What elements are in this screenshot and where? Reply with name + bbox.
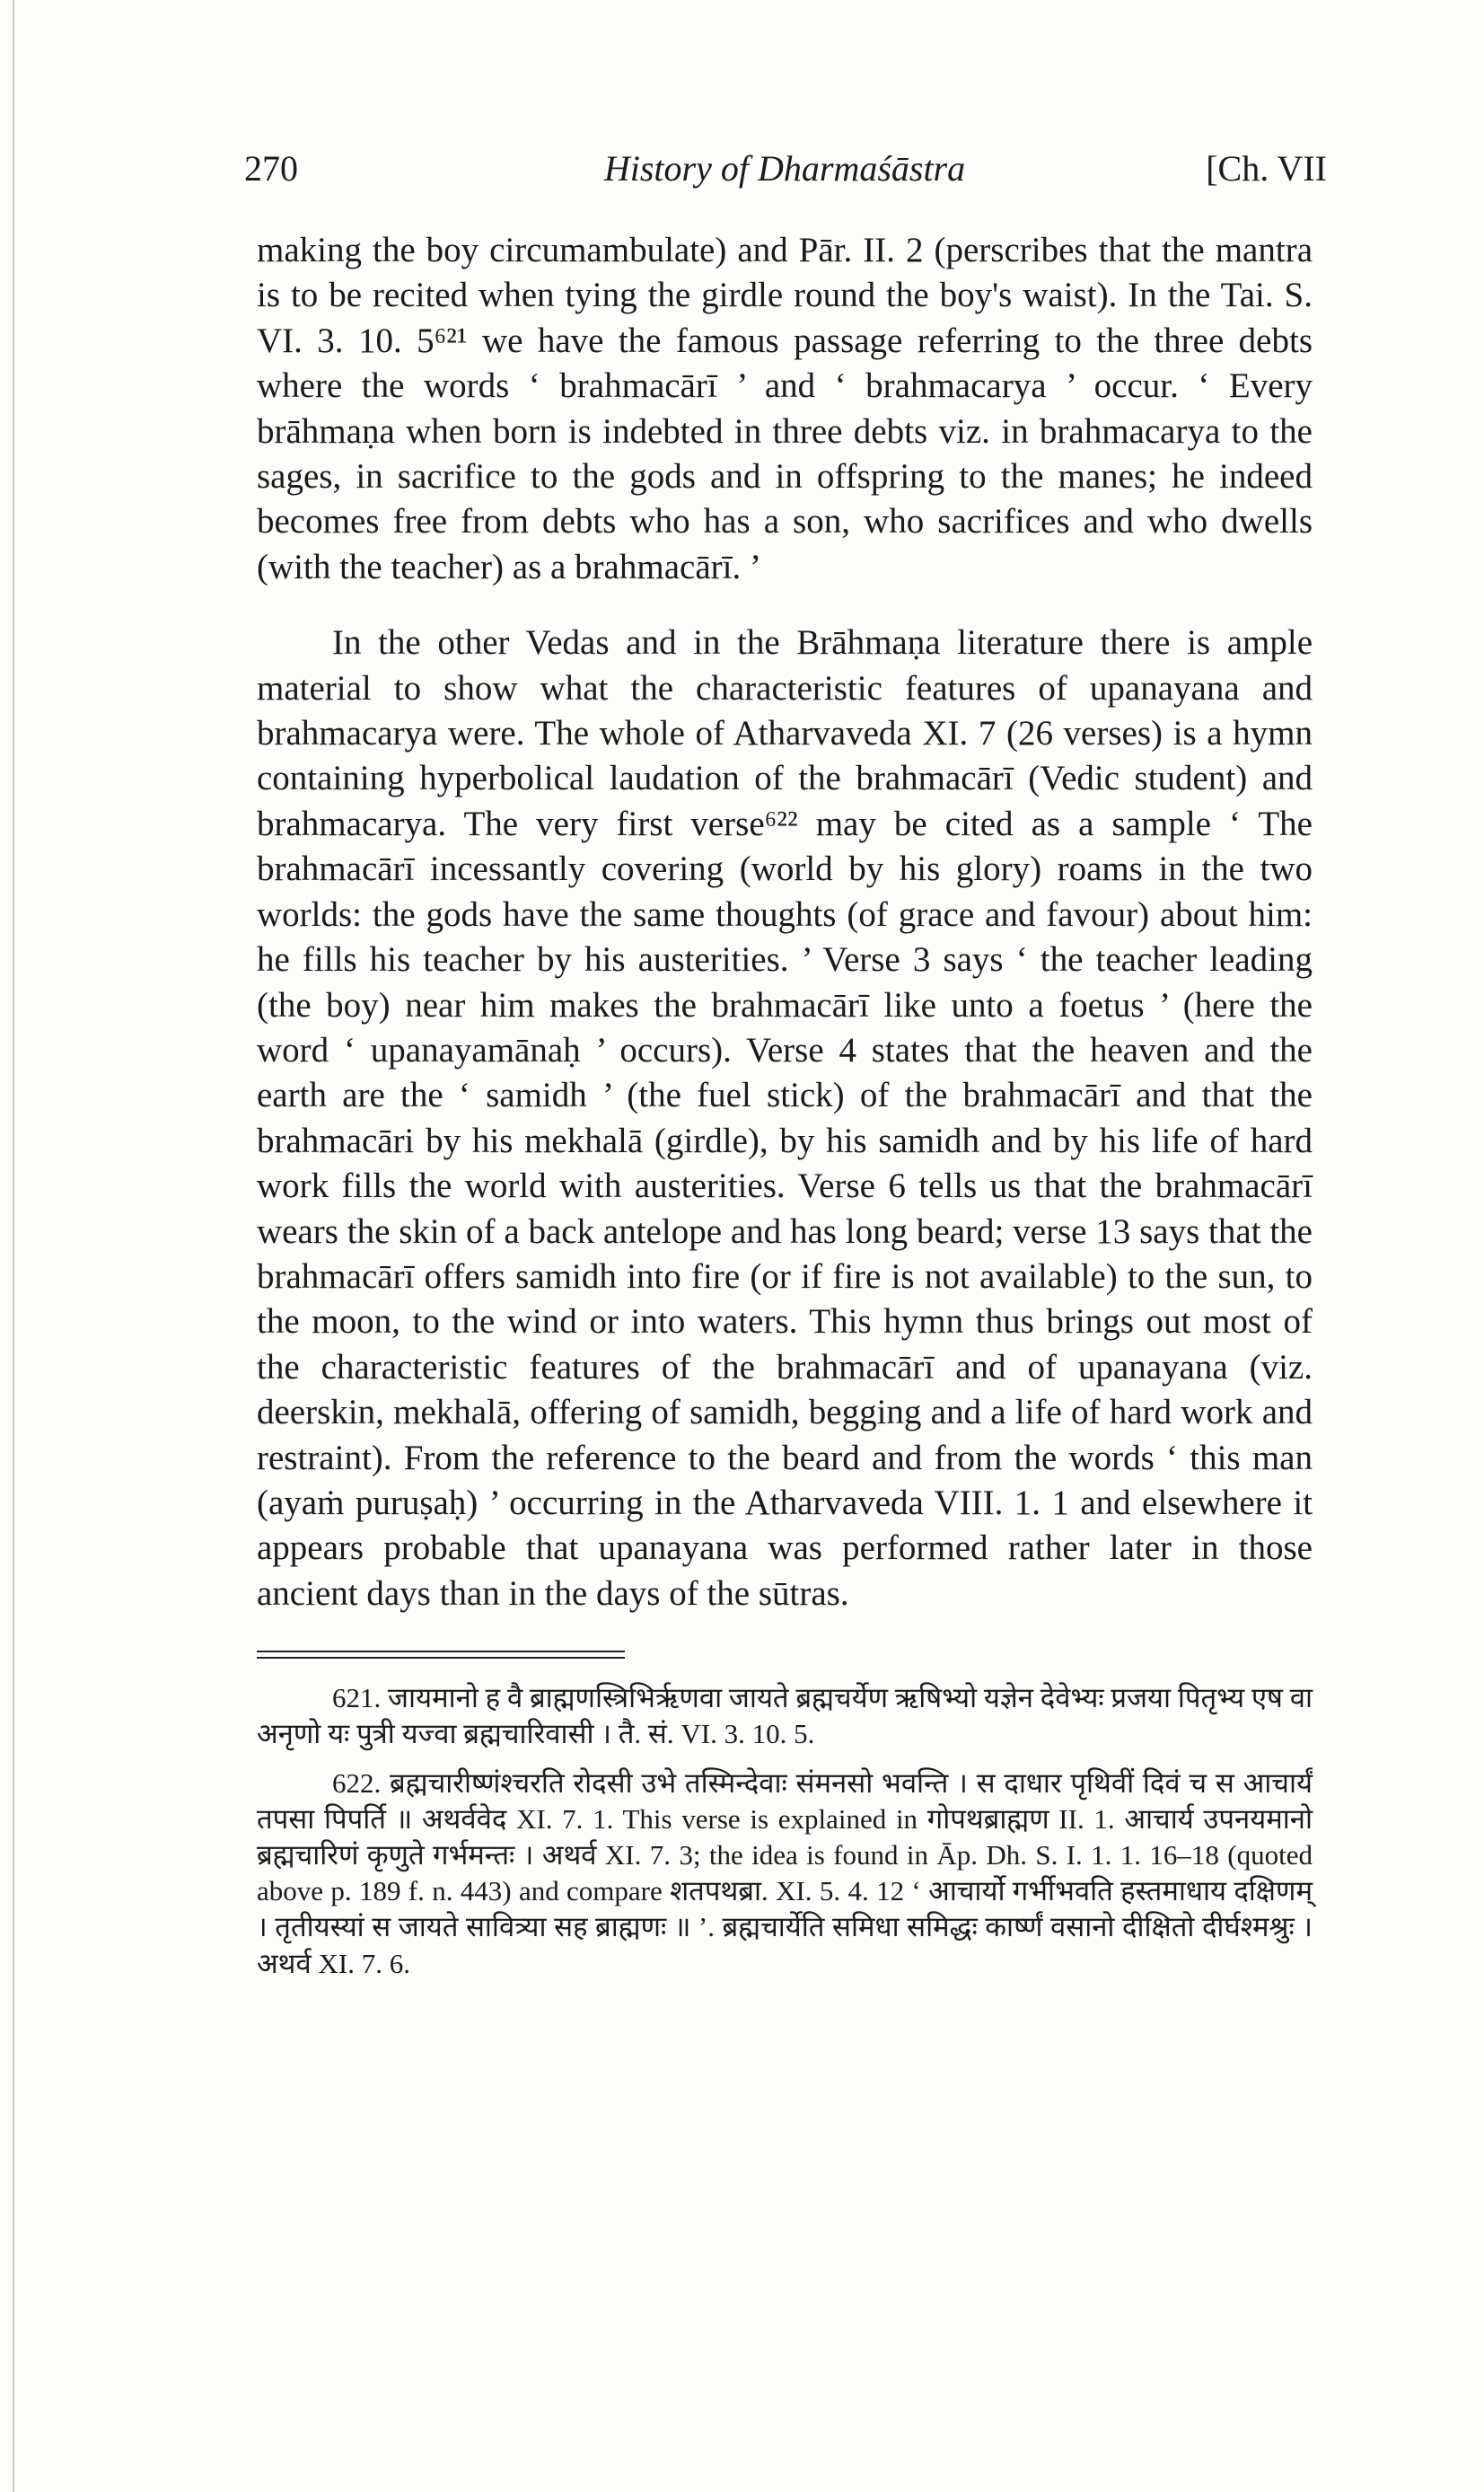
binding-edge-line — [13, 0, 14, 2492]
footnote-622: 622. ब्रह्मचारीष्णंश्चरति रोदसी उभे तस्मिन्देवाः संमनसो भवन्ति । स दाधार पृथिवीं दिवं च स आचार्यं तपसा पिपर्ति ॥ अथर्ववेद XI. 7. 1. This verse is explained in गोपथब्राह्मण II. 1. आचार्य उपनयमानो ब्रह्मचारिणं कृणुते गर्भमन्तः । अथर्व XI. 7. 3; the idea is found in Āp. Dh. S. I. 1. 1. 16–18 (quoted above p. 189 f. n. 443) and compare शतपथब्रा. XI. 5. 4. 12 ‘ आचार्यो गर्भीभवति हस्तमाधाय दक्षिणम् । तृतीयस्यां स जायते सावित्र्या सह ब्राह्मणः ॥ ’. ब्रह्मचार्येति समिधा समिद्धः कार्ष्णं वसानो दीक्षितो दीर्घश्मश्रुः । अथर्व XI. 7. 6. — [257, 1766, 1313, 1979]
footnote-separator — [257, 1651, 625, 1659]
footnote-621: 621. जायमानो ह वै ब्राह्मणस्त्रिभिर्ऋणवा जायते ब्रह्मचर्येण ऋषिभ्यो यज्ञेन देवेभ्यः प्रजया पितृभ्य एष वा अनृणो यः पुत्री यज्वा ब्रह्मचारिवासी । तै. सं. VI. 3. 10. 5. — [257, 1682, 1313, 1750]
running-header — [244, 135, 1327, 189]
paragraph-2: In the other Vedas and in the Brāhmaṇa literature there is ample material to show what the characteristic features of upanayana and brahmacarya were. The whole of Atharvaveda XI. 7 (26 verses) is a hymn containing hyperbolical laudation of the brahmacārī (Vedic student) and brahmacarya. The very first verse⁶²² may be cited as a sample ‘ The brahmacārī incessantly covering (world by his glory) roams in the two worlds: the gods have the same thoughts (of grace and favour) about him: he fills his teacher by his austerities. ’ Verse 3 says ‘ the teacher leading (the boy) near him makes the brahmacārī like unto a foetus ’ (here the word ‘ upanayamānaḥ ’ occurs). Verse 4 states that the heaven and the earth are the ‘ samidh ’ (the fuel stick) of the brahmacārī and that the brahmacāri by his mekhalā (girdle), by his samidh and by his life of hard work fills the world with austerities. Verse 6 tells us that the brahmacārī wears the skin of a back antelope and has long beard; verse 13 says that the brahmacārī offers samidh into fire (or if fire is not available) to the sun, to the moon, to the wind or into waters. This hymn thus brings out most of the characteristic features of the brahmacārī and of upanayana (viz. deerskin, mekhalā, offering of samidh, begging and a life of hard work and restraint). From the reference to the beard and from the words ‘ this man (ayaṁ puruṣaḥ) ’ occurring in the Atharvaveda VIII. 1. 1 and elsewhere it appears probable that upanayana was performed rather later in those ancient days than in the days of the sūtras. — [257, 623, 1313, 1613]
paragraph-1: making the boy circumambulate) and Pār. II. 2 (perscribes that the mantra is to be recited when tying the girdle round the boy's waist). In the Tai. S. VI. 3. 10. 5⁶²¹ we have the famous passage referring to the three debts where the words ‘ brahmacārī ’ and ‘ brahmacarya ’ occur. ‘ Every brāhmaṇa when born is indebted in three debts viz. in brahmacarya to the sages, in sacrifice to the gods and in offspring to the manes; he indeed becomes free from debts who has a son, who sacrifices and who dwells (with the teacher) as a brahmacārī. ’ — [257, 231, 1313, 586]
footnotes — [257, 1680, 1313, 1982]
page-number: 270 — [244, 148, 298, 189]
book-page — [244, 135, 1327, 1994]
chapter-label: [Ch. VII — [1206, 148, 1327, 189]
main-text — [257, 228, 1313, 1616]
running-title: History of Dharmaśāstra — [603, 148, 966, 189]
